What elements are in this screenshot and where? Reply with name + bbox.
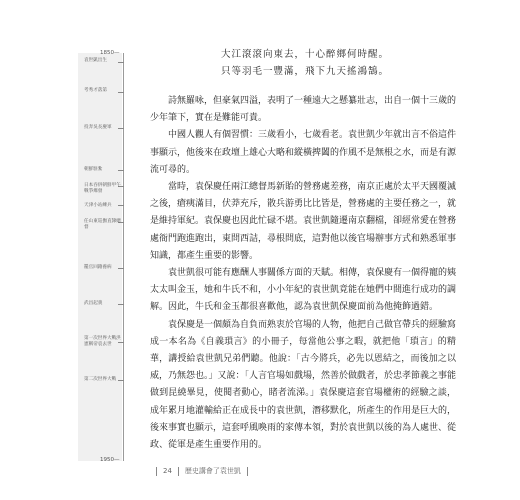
paragraph: 詩無羅咏，但豪氣四溢，表明了一種遠大之懸纂壯志，出自一個十三歲的少年筆下，實在是難能可貴。: [150, 96, 457, 124]
timeline-event: 天津小站練兵: [84, 203, 112, 208]
paragraph: 袁世凱很可能有應酬人事關係方面的天賦。相傳，袁保慶有一個得寵的姨太太叫金玉，她和牛氏不和，小小年紀的袁世凱竟能在她們中間進行成功的調解。因此，牛氏和金玉都很喜歡他，認為袁世凱保慶面前為他掩飾過錯。: [150, 268, 457, 313]
poem-line-1: 大江滾滾向東去，十心醉鄉何時醒。: [220, 49, 389, 60]
timeline-sidebar: [78, 53, 122, 461]
timeline-axis: [123, 53, 124, 461]
timeline-event: 第二次世界大戰: [84, 377, 117, 382]
timeline-event: 罷官回籍養病: [84, 265, 112, 270]
footer-divider: [247, 467, 248, 476]
page-footer: [150, 466, 254, 476]
timeline-event: 朝鮮駐紮: [84, 167, 103, 172]
poem-line-2: 只等羽毛一豐滿，飛下九天搖鴻鵠。: [220, 66, 389, 77]
timeline-year-top: 1850—: [100, 50, 120, 56]
paragraph: 當時，袁保慶任兩江總督馬新貽的營務處差務，南京正處於太平天國覆滅之後，瘡痍滿目，伏莽充斥，散兵游勇比比皆是，營務處的主要任務之一，就是維持軍紀。袁保慶也因此忙碌不堪。袁世凱隨遷南京翻檔，卻經常愛在營務處衙門跑進跑出，東問西詰，尋根問底，這對他以後官場辦事方式和熟悉軍事知識，都產生重要的影響。: [150, 182, 457, 261]
timeline-event: 考秀才落第: [84, 88, 107, 93]
paragraph: 袁保慶是一個頗為自負而熟衷於官場的人物，他把自己做官帶兵的經驗寫成一本名為《自義瑣言》的小冊子，每當他公事之暇，就把他「瑣言」的精華，講授給袁世凱兄弟們聽。他說：「古今將兵，必先以恩結之，而後加之以威，乃無怨也。」又說：「人言官場如戲場，然善於做戲者，於忠孝節義之事能做到昆繞畢見，使閱者動心，睹者流涕。」袁保慶這套官場權術的經驗之談，成年累月地灌輸給正在成長中的袁世凱，潛移默化，所產生的作用是巨大的，後來事實也顯示，這套呼風喚雨的家傳本領，對於袁世凱以後的為人處世、從政、從軍是產生重要作用的。: [150, 319, 457, 451]
timeline-event: 投奔吳長慶軍: [84, 125, 112, 130]
timeline-event: 武昌起義: [84, 301, 103, 306]
page-number: 24: [163, 467, 172, 475]
paragraph: 中國人觀人有個習慣：三歲看小，七歲看老。袁世凱少年就出言不俗這件事顯示，他後來在政壇上雄心大略和縱橫捭闔的作風不是無根之水，而是有源流可尋的。: [150, 130, 457, 175]
footer-divider: [178, 467, 179, 476]
body-text: [150, 93, 456, 454]
timeline-event: 第一次世界大戰洪憲稱帝袁去世: [84, 336, 121, 347]
timeline-event: 日本吞併朝鮮甲午戰爭爆發: [84, 183, 121, 194]
timeline-year-bottom: 1950—: [100, 457, 120, 463]
timeline-event: 任山東巡撫直隸總督: [84, 219, 121, 230]
footer-divider: [156, 467, 157, 476]
book-title: 歷史講會了袁世凱: [184, 467, 241, 475]
timeline-event: 袁世凱出生: [84, 58, 107, 63]
